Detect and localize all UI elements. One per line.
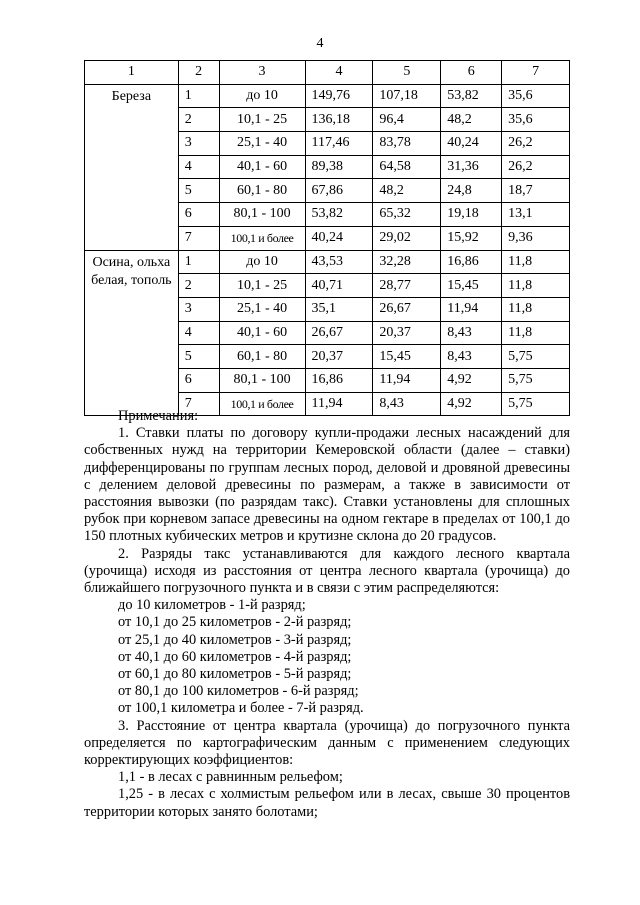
distance-cell: до 10 — [219, 250, 305, 274]
column-header: 4 — [305, 61, 373, 85]
rate-cell: 28,77 — [373, 274, 441, 298]
rate-cell: 4,92 — [441, 368, 502, 392]
coefficient-item: 1,1 - в лесах с равнинным рельефом; — [118, 769, 343, 786]
grade-cell: 2 — [178, 274, 219, 298]
rate-cell: 53,82 — [441, 84, 502, 108]
rate-cell: 15,45 — [441, 274, 502, 298]
rate-cell: 40,24 — [305, 226, 373, 250]
rate-cell: 35,6 — [502, 84, 570, 108]
grade-cell: 5 — [178, 179, 219, 203]
rate-cell: 48,2 — [441, 108, 502, 132]
notes-paragraph: 3. Расстояние от центра квартала (урочища) до погрузочного пункта определяется по картографическим данным с применением следующих корректирующих коэффициентов: — [84, 717, 570, 769]
distance-cell: 60,1 - 80 — [219, 345, 305, 369]
rate-cell: 96,4 — [373, 108, 441, 132]
grade-item: от 80,1 до 100 километров - 6-й разряд; — [118, 683, 359, 700]
table-header-row — [85, 61, 570, 85]
rate-cell: 20,37 — [373, 321, 441, 345]
grade-cell: 1 — [178, 84, 219, 108]
grade-item: от 10,1 до 25 километров - 2-й разряд; — [118, 614, 352, 631]
rate-cell: 15,45 — [373, 345, 441, 369]
distance-cell: 100,1 и более — [219, 392, 305, 416]
column-header: 7 — [502, 61, 570, 85]
distance-cell: 80,1 - 100 — [219, 368, 305, 392]
species-cell: Осина, ольха белая, тополь — [85, 250, 179, 416]
column-header: 6 — [441, 61, 502, 85]
rate-cell: 16,86 — [441, 250, 502, 274]
rate-cell: 89,38 — [305, 155, 373, 179]
rate-cell: 107,18 — [373, 84, 441, 108]
rate-cell: 11,94 — [441, 297, 502, 321]
column-header: 2 — [178, 61, 219, 85]
rate-cell: 149,76 — [305, 84, 373, 108]
rate-cell: 40,24 — [441, 132, 502, 156]
table-row — [85, 250, 570, 274]
rate-cell: 65,32 — [373, 203, 441, 227]
distance-cell: 100,1 и более — [219, 226, 305, 250]
grade-cell: 6 — [178, 203, 219, 227]
rate-cell: 29,02 — [373, 226, 441, 250]
grade-item: до 10 километров - 1-й разряд; — [118, 597, 306, 614]
rate-cell: 67,86 — [305, 179, 373, 203]
grade-cell: 5 — [178, 345, 219, 369]
rate-cell: 26,2 — [502, 132, 570, 156]
grade-item: от 40,1 до 60 километров - 4-й разряд; — [118, 648, 352, 665]
grade-cell: 3 — [178, 132, 219, 156]
rate-cell: 4,92 — [441, 392, 502, 416]
rate-cell: 53,82 — [305, 203, 373, 227]
rate-cell: 16,86 — [305, 368, 373, 392]
grade-cell: 7 — [178, 226, 219, 250]
grade-cell: 7 — [178, 392, 219, 416]
grade-item: от 25,1 до 40 километров - 3-й разряд; — [118, 631, 352, 648]
rate-cell: 26,2 — [502, 155, 570, 179]
rate-cell: 19,18 — [441, 203, 502, 227]
rate-cell: 32,28 — [373, 250, 441, 274]
notes-paragraph: 1. Ставки платы по договору купли-продажи лесных насаждений для собственных нужд на территории Кемеровской области (далее – ставки) дифференцированы по группам лесных пород, деловой и дровяной древесины с делением деловой древесины по размерам, а также в зависимости от расстояния вывозки (по разрядам такс). Ставки установлены для сплошных рубок при корневом запасе древесины на одном гектаре в пределах от 100,1 до 150 плотных кубических метров и крутизне склона до 20 градусов. — [84, 425, 570, 545]
rate-cell: 83,78 — [373, 132, 441, 156]
coefficient-item: 1,25 - в лесах с холмистым рельефом или в лесах, свыше 30 процентов территории которых занято болотами; — [84, 786, 570, 820]
grade-cell: 4 — [178, 155, 219, 179]
rate-cell: 35,1 — [305, 297, 373, 321]
rate-cell: 15,92 — [441, 226, 502, 250]
grade-cell: 1 — [178, 250, 219, 274]
rate-cell: 20,37 — [305, 345, 373, 369]
notes-heading: Примечания: — [118, 408, 199, 424]
rate-cell: 11,8 — [502, 274, 570, 298]
distance-cell: 80,1 - 100 — [219, 203, 305, 227]
column-header: 3 — [219, 61, 305, 85]
rate-cell: 26,67 — [305, 321, 373, 345]
rate-cell: 40,71 — [305, 274, 373, 298]
rate-cell: 26,67 — [373, 297, 441, 321]
grade-cell: 6 — [178, 368, 219, 392]
distance-cell: 25,1 - 40 — [219, 132, 305, 156]
rate-cell: 31,36 — [441, 155, 502, 179]
distance-cell: 10,1 - 25 — [219, 274, 305, 298]
rate-cell: 11,94 — [373, 368, 441, 392]
grade-cell: 3 — [178, 297, 219, 321]
distance-cell: 40,1 - 60 — [219, 155, 305, 179]
rate-cell: 18,7 — [502, 179, 570, 203]
distance-cell: 25,1 - 40 — [219, 297, 305, 321]
rate-cell: 11,8 — [502, 297, 570, 321]
column-header: 1 — [85, 61, 179, 85]
column-header: 5 — [373, 61, 441, 85]
rate-cell: 35,6 — [502, 108, 570, 132]
rate-cell: 13,1 — [502, 203, 570, 227]
rate-cell: 8,43 — [441, 321, 502, 345]
notes-paragraph: 2. Разряды такс устанавливаются для каждого лесного квартала (урочища) исходя из расстояния от центра лесного квартала (урочища) до ближайшего погрузочного пункта и в связи с этим распределяются: — [84, 545, 570, 597]
species-cell: Береза — [85, 84, 179, 250]
rate-cell: 136,18 — [305, 108, 373, 132]
distance-cell: 10,1 - 25 — [219, 108, 305, 132]
rates-table — [84, 60, 570, 416]
rate-cell: 5,75 — [502, 345, 570, 369]
distance-cell: до 10 — [219, 84, 305, 108]
rate-cell: 9,36 — [502, 226, 570, 250]
rate-cell: 8,43 — [373, 392, 441, 416]
rate-cell: 11,8 — [502, 250, 570, 274]
rate-cell: 5,75 — [502, 368, 570, 392]
page-number: 4 — [316, 36, 324, 51]
rate-cell: 5,75 — [502, 392, 570, 416]
rate-cell: 11,8 — [502, 321, 570, 345]
rate-cell: 117,46 — [305, 132, 373, 156]
grade-item: от 60,1 до 80 километров - 5-й разряд; — [118, 666, 352, 683]
table-row — [85, 84, 570, 108]
rate-cell: 43,53 — [305, 250, 373, 274]
notes-section — [84, 408, 570, 821]
rate-cell: 8,43 — [441, 345, 502, 369]
rate-cell: 64,58 — [373, 155, 441, 179]
rate-cell: 48,2 — [373, 179, 441, 203]
rate-cell: 11,94 — [305, 392, 373, 416]
grade-item: от 100,1 километра и более - 7-й разряд. — [118, 700, 364, 717]
distance-cell: 60,1 - 80 — [219, 179, 305, 203]
grade-cell: 2 — [178, 108, 219, 132]
rate-cell: 24,8 — [441, 179, 502, 203]
distance-cell: 40,1 - 60 — [219, 321, 305, 345]
grade-cell: 4 — [178, 321, 219, 345]
